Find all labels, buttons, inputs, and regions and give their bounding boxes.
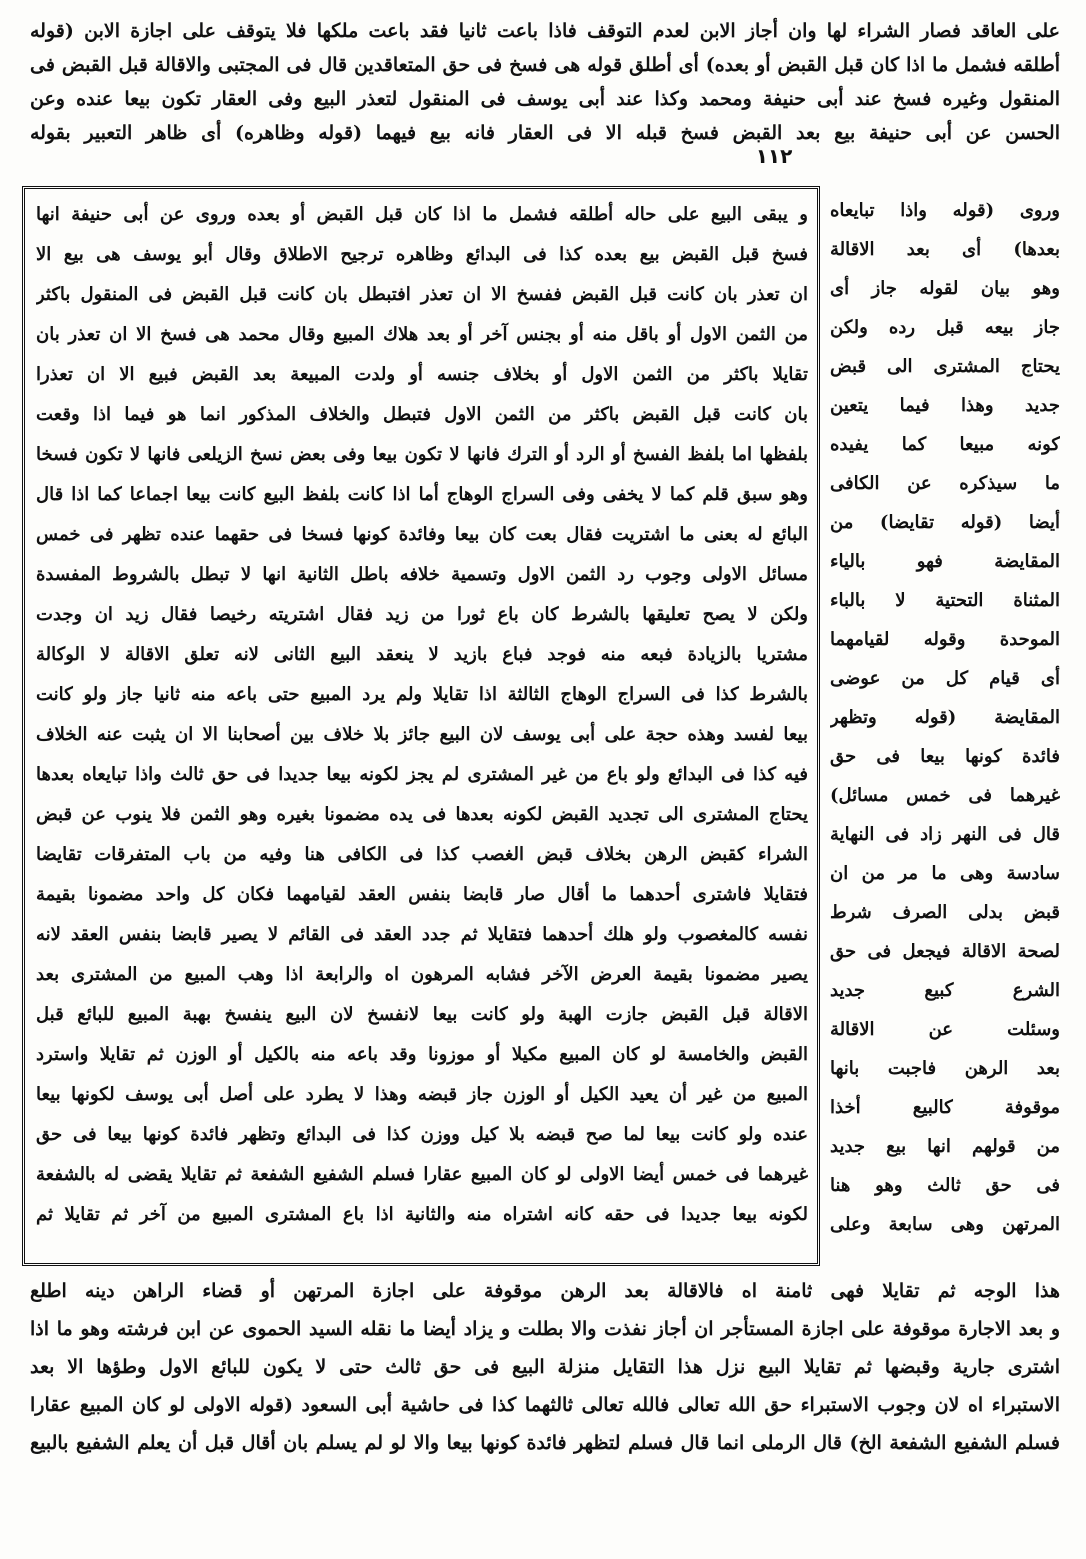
text-line: يحتاج المشترى الى تجديد القبض لكونه بعدها فى يده مضمونا بغيره وهو الثمن فلا ينوب عن قبض — [36, 804, 808, 825]
text-line: أى قيام كل من عوضى — [830, 668, 1060, 689]
text-line: ولكن لا يصح تعليقها بالشرط كان باع ثورا من زيد فقال اشتريته رخيصا فقال زيد ان وجدت — [36, 604, 808, 625]
text-line: الشرع كبيع جديد — [830, 980, 1060, 1001]
text-line: غيرهما فى خمس مسائل) — [830, 785, 1060, 806]
text-line: بلفظها اما بلفظ الفسخ أو الرد أو الترك فانها لا تكون بيعا وفى بعض نسخ الزيلعى فانها لا تكون فسخا — [36, 444, 808, 465]
text-line: فى حق ثالث وهو هنا — [830, 1175, 1060, 1196]
text-line: المبيع من غير أن يعيد الكيل أو الوزن جاز قبضه وهذا لا يطرد على أصل أبى يوسف لكونها بيعا — [36, 1084, 808, 1105]
text-line: وهو سبق قلم كما لا يخفى وفى السراج الوهاج أما اذا كانت بلفظ البيع كانت بيعا اجماعا كما اذا قال — [36, 484, 808, 505]
text-line: الشراء كقبض الرهن بخلاف قبض الغصب كذا فى الكافى هنا وفيه من باب المتفرقات تقايضا — [36, 844, 808, 865]
text-line: و بعد الاجارة موقوفة على اجازة المستأجر ان أجاز نفذت والا بطلت و يزاد أيضا ما نقله السيد الحموى عن ابن فرشته وهو ما اذا — [30, 1318, 1060, 1340]
text-line: جاز بيعه قبل رده ولكن — [830, 317, 1060, 338]
text-line: مسائل الاولى وجوب رد الثمن الاول وتسمية خلافه باطل الثانية انها لا تبطل بالشروط المفسدة — [36, 564, 808, 585]
text-line: وسئلت عن الاقالة — [830, 1019, 1060, 1040]
text-line: فتقايلا فاشترى أحدهما ما أقال صار قابضا بنفس العقد لقيامهما فكان كل واحد مضمونا بقيمة — [36, 884, 808, 905]
text-line: غيرهما فى خمس أيضا الاولى لو كان المبيع عقارا فسلم الشفيع الشفعة ثم تقايلا يقضى له بالشفعة — [36, 1164, 808, 1185]
text-line: الاستبراء اه لان وجوب الاستبراء حق الله تعالى فالله تعالى ثالثهما كذا فى حاشية أبى السعود (قوله الاولى لو كان المبيع عقارا — [30, 1394, 1060, 1416]
text-line: هذا الوجه ثم تقايلا فهى ثامنة اه فالاقالة بعد الرهن موقوفة على اجازة المرتهن أو قضاء الراهن دينه اطلع — [30, 1280, 1060, 1302]
text-line: سادسة وهى ما مر من ان — [830, 863, 1060, 884]
text-line: المنقول وغيره فسخ عند أبى حنيفة ومحمد وكذا عند أبى يوسف فى المنقول لتعذر البيع وفى العقار تكون بيعا عنده وعن — [30, 88, 1060, 110]
text-line: الاقالة قبل القبض جازت الهبة ولو كانت بيعا لانفسخ لان البيع ينفسخ بهبة المبيع للبائع قبل — [36, 1004, 808, 1025]
text-line: تقايلا باكثر من الثمن الاول أو بخلاف جنسه أو ولدت المبيعة بعد القبض فبيع الا ان تعذرا — [36, 364, 808, 385]
text-line: الموحدة وقوله لقيامهما — [830, 629, 1060, 650]
text-line: فائدة كونها بيعا فى حق — [830, 746, 1060, 767]
text-line: قال فى النهر زاد فى النهاية — [830, 824, 1060, 845]
text-line: يصير مضمونا بقيمة العرض الآخر فشابه المرهون اه والرابعة اذا وهب المبيع من المشترى بعد — [36, 964, 808, 985]
text-line: وهو بيان لقوله جاز أى — [830, 278, 1060, 299]
text-line: أطلقه فشمل ما اذا كان قبل القبض أو بعده) أى أطلق قوله هى فسخ فى حق المتعاقدين قال فى المجتبى والاقالة قبل القبض فى — [30, 54, 1060, 76]
text-line: القبض والخامسة لو كان المبيع مكيلا أو موزونا وقد باعه منه بالكيل أو الوزن ثم تقايلا واسترد — [36, 1044, 808, 1065]
text-line: قبض بدلى الصرف شرط — [830, 902, 1060, 923]
text-line: نفسه كالمغصوب ولو هلك أحدهما فتقايلا ثم جدد العقد فى القائم لا يصير قابضا بنفس العقد لانه — [36, 924, 808, 945]
text-line: ان تعذر بان كانت قبل القبض ففسخ الا ان تعذر افتبطل بان كانت قبل القبض فى المنقول باكثر — [36, 284, 808, 305]
text-line: يحتاج المشترى الى قبض — [830, 356, 1060, 377]
text-line: لكونه بيعا جديدا فى حقه كانه اشتراه منه والثانية اذا باع المشترى المبيع من آخر ثم تقايلا ثم — [36, 1204, 808, 1225]
text-line: موقوفة كالبيع أخذا — [830, 1097, 1060, 1118]
text-line: وروى (قوله واذا تبايعاه — [830, 200, 1060, 221]
text-line: كونه مبيعا كما يفيده — [830, 434, 1060, 455]
text-line: لصحة الاقالة فيجعل فى حق — [830, 941, 1060, 962]
text-line: الحسن عن أبى حنيفة بيع بعد القبض فسخ قبله الا فى العقار فانه بيع فيهما (قوله وظاهره) أى ظاهر التعبير بقوله — [30, 122, 1060, 144]
text-line: بيعا لفسد وهذه حجة على أبى يوسف لان البيع جائز بلا خلاف بين أصحابنا الا ان يثبت عنه الخلاف — [36, 724, 808, 745]
text-line: على العاقد فصار الشراء لها وان أجاز الابن لعدم التوقف فاذا باعت ثانيا فقد باعت ملكها فلا يتوقف على اجازة الابن (قوله — [30, 20, 1060, 42]
text-line: المقايضة (قوله وتظهر — [830, 707, 1060, 728]
text-line: مشتريا بالزيادة فبعه منه فوجد فباع بازيد لا ينعقد البيع الثانى لانه تعلق الاقالة لا الوكالة — [36, 644, 808, 665]
text-line: المقايضة فهو بالياء — [830, 551, 1060, 572]
text-line: فسخ قبل القبض بيع بعده كذا فى البدائع وظاهره ترجيح الاطلاق وقال أبو يوسف هى بيع الا — [36, 244, 808, 265]
text-line: بعد الرهن فاجبت بانها — [830, 1058, 1060, 1079]
text-line: فيه كذا فى البدائع ولو باع من غير المشترى لم يجز لكونه بيعا جديدا فى حق ثالث واذا تبايعاه بعدها — [36, 764, 808, 785]
text-line: من قولهم انها بيع جديد — [830, 1136, 1060, 1157]
text-line: جديد وهذا فيما يتعين — [830, 395, 1060, 416]
text-line: اشترى جارية وقبضها ثم تقايلا البيع نزل هذا التقايل منزلة البيع فى حق ثالث حتى لا يكون للبائع الاول وطؤها الا بعد — [30, 1356, 1060, 1378]
text-line: أيضا (قوله تقايضا) من — [830, 512, 1060, 533]
page-number: ١١٢ — [755, 144, 793, 168]
text-line: البائع له بعنى ما اشتريت فقال بعت كان بيعا وفائدة كونها فسخا فى حقهما عنده تظهر فى خمس — [36, 524, 808, 545]
text-line: فسلم الشفيع الشفعة الخ) قال الرملى انما قال فسلم لتظهر فائدة كونها بيعا والا لو لم يسلم بان أقال قبل أن يعلم الشفيع بالبيع — [30, 1432, 1060, 1454]
text-line: بالشرط كذا فى السراج الوهاج الثالثة اذا تقايلا ولم يرد المبيع حتى باعه منه ثانيا جاز ولو كانت — [36, 684, 808, 705]
text-line: المثناة التحتية لا بالباء — [830, 590, 1060, 611]
text-line: المرتهن وهى سابعة وعلى — [830, 1214, 1060, 1235]
text-line: ما سيذكره عن الكافى — [830, 473, 1060, 494]
text-line: بان كانت قبل القبض باكثر من الثمن الاول فتبطل والخلاف المذكور انما هو فيما اذا وقعت — [36, 404, 808, 425]
text-line: بعدها) أى بعد الاقالة — [830, 239, 1060, 260]
text-line: من الثمن الاول أو باقل منه أو بجنس آخر أو بعد هلاك المبيع وقال محمد هى فسخ الا ان تعذر بان — [36, 324, 808, 345]
text-line: عنده ولو كانت بيعا لما صح قبضه بلا كيل ووزن كذا فى البدائع وتظهر فائدة كونها بيعا فى حق — [36, 1124, 808, 1145]
text-line: و يبقى البيع على حاله أطلقه فشمل ما اذا كان قبل القبض أو بعده وروى عن أبى حنيفة انها — [36, 204, 808, 225]
